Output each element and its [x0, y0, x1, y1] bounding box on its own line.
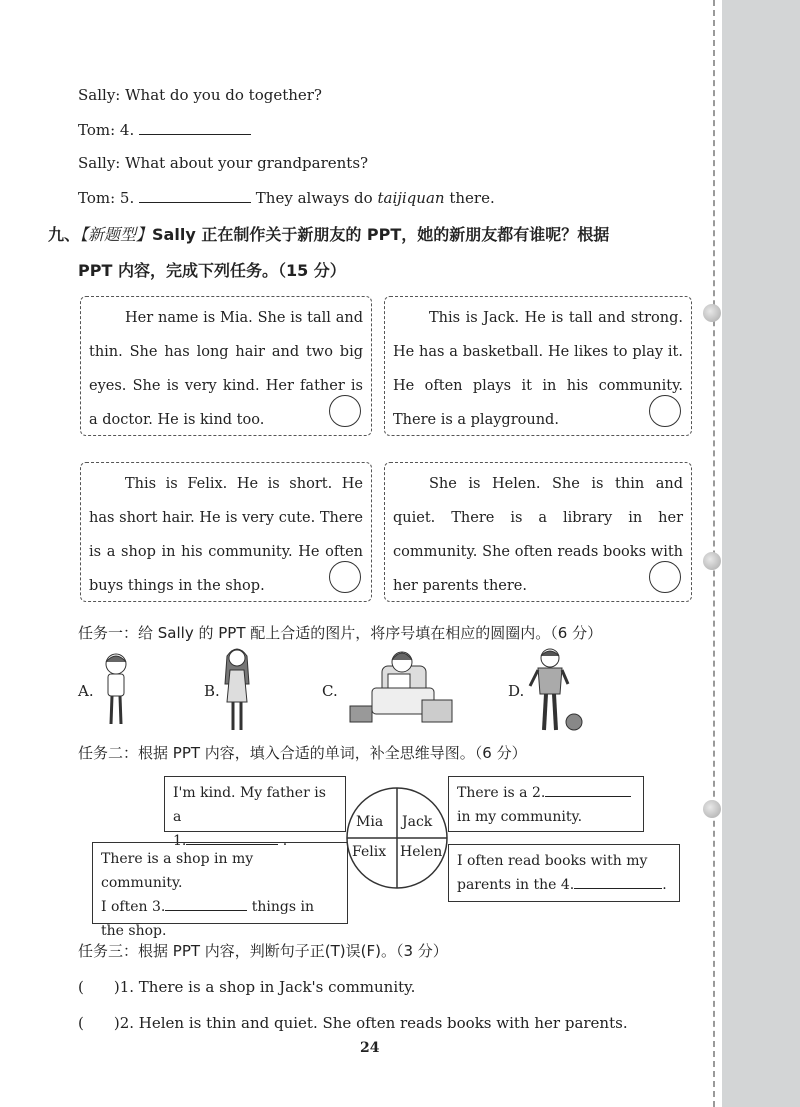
tf-question-1[interactable]: ( )1. There is a shop in Jack's community. [78, 978, 416, 996]
answer-circle-mia[interactable] [329, 395, 361, 427]
ppt-card-felix [80, 462, 372, 602]
binding-hole-icon [703, 304, 721, 322]
girl-reading-figure [346, 644, 456, 726]
binding-hole-icon [703, 800, 721, 818]
answer-circle-jack[interactable] [649, 395, 681, 427]
section-heading [48, 222, 609, 245]
mindmap-felix-line-3: the shop. [101, 923, 167, 939]
ppt-card-text: This is Felix. He is short. He has short hair. He is very cute. There is a shop in his community. He often buys things in the shop. [89, 476, 363, 594]
ppt-card-text: This is Jack. He is tall and strong. He has a basketball. He likes to play it. He often plays it in his community. There is a playground. [393, 310, 683, 428]
mindmap-box-felix [92, 842, 348, 939]
section-heading-2: PPT 内容，完成下列任务。（15 分） [78, 261, 346, 280]
task-3-title: 任务三：根据 PPT 内容，判断句子正(T)误(F)。（3 分） [78, 942, 448, 960]
dialogue-line-4 [78, 188, 495, 207]
boy-basketball-figure [526, 646, 586, 734]
mindmap-name-mia: Mia [356, 814, 384, 830]
section-title-1: Sally 正在制作关于新朋友的 PPT，她的新朋友都有谁呢？根据 [152, 225, 610, 244]
answer-blank-2[interactable] [545, 782, 631, 797]
ppt-card-text: Her name is Mia. She is tall and thin. She has long hair and two big eyes. She is very kind. Her father is a doctor. He is kind too. [89, 310, 363, 428]
answer-blank-4-mindmap[interactable] [574, 874, 662, 889]
dialogue-line-4-suffix-a: They always do [255, 189, 373, 207]
mindmap-mia-line-2: 1. . [173, 829, 337, 853]
task-2-title: 任务二：根据 PPT 内容，填入合适的单词，补全思维导图。（6 分） [78, 744, 527, 762]
mindmap-box-helen [448, 844, 680, 902]
mindmap-name-jack: Jack [402, 814, 433, 830]
tf-question-2[interactable]: ( )2. Helen is thin and quiet. She often reads books with her parents. [78, 1014, 628, 1032]
answer-circle-felix[interactable] [329, 561, 361, 593]
mindmap-helen-prefix: parents in the 4. [457, 877, 575, 893]
answer-blank-5[interactable] [139, 188, 251, 203]
girl-long-hair-figure [222, 644, 252, 734]
ppt-card-jack [384, 296, 692, 436]
boy-short-hair-figure [100, 650, 132, 730]
ppt-card-helen [384, 462, 692, 602]
answer-blank-4[interactable] [139, 120, 251, 135]
mindmap-felix-suffix: things in [251, 899, 315, 915]
mindmap-name-helen: Helen [400, 844, 443, 860]
answer-circle-helen[interactable] [649, 561, 681, 593]
mindmap-mia-prefix: 1. [173, 833, 187, 849]
mindmap-helen-line-1: I often read books with my [457, 853, 648, 869]
answer-blank-3[interactable] [165, 896, 247, 911]
mindmap-felix-prefix: I often 3. [101, 899, 166, 915]
ppt-card-mia [80, 296, 372, 436]
mindmap-felix-line-1: There is a shop in my community. [101, 851, 254, 891]
binding-hole-icon [703, 552, 721, 570]
mindmap-jack-line-1 [457, 781, 635, 805]
dialogue-line-2-prefix: Tom: 4. [78, 121, 135, 139]
option-c-label: C. [322, 682, 338, 700]
binding-margin [722, 0, 800, 1107]
dialogue-line-4-suffix-b: there. [449, 189, 495, 207]
mindmap-jack-prefix: There is a 2. [457, 785, 546, 801]
mindmap-helen-line-2: parents in the 4. . [457, 873, 671, 897]
option-a-label: A. [78, 682, 94, 700]
section-tag: 【新题型】 [80, 225, 153, 244]
option-b-label: B. [204, 682, 220, 700]
mindmap-mia-line-1: I'm kind. My father is a [173, 785, 326, 825]
dialogue-line-3: Sally: What about your grandparents? [78, 154, 369, 172]
dialogue-line-1: Sally: What do you do together? [78, 86, 322, 104]
dialogue-line-4-prefix: Tom: 5. [78, 189, 135, 207]
mindmap-center-circle [346, 780, 448, 896]
page-number: 24 [360, 1040, 380, 1056]
option-d-label: D. [508, 682, 525, 700]
mindmap-jack-line-2: in my community. [457, 809, 583, 825]
task-1-title: 任务一：给 Sally 的 PPT 配上合适的图片，将序号填在相应的圆圈内。（6 分） [78, 624, 603, 642]
mindmap-felix-line-2 [101, 895, 339, 919]
dialogue-line-4-italic: taijiquan [377, 189, 445, 207]
mindmap-name-felix: Felix [352, 844, 387, 860]
ppt-card-text: She is Helen. She is thin and quiet. There is a library in her community. She often reads books with her parents there. [393, 476, 683, 594]
mindmap-box-mia [164, 776, 346, 849]
mindmap-box-jack [448, 776, 644, 832]
section-number: 九、 [48, 225, 81, 244]
dialogue-line-2 [78, 120, 251, 139]
